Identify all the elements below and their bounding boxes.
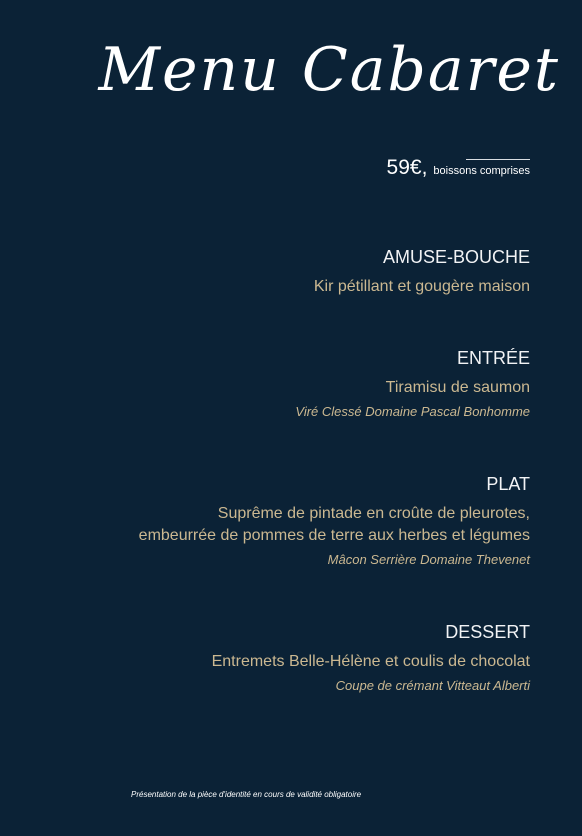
- section-dessert: [212, 621, 530, 695]
- section-heading: ENTRÉE: [456, 348, 530, 368]
- section-amuse-bouche: [314, 246, 530, 298]
- menu-price: 59€,: [386, 156, 428, 179]
- section-plat: [139, 473, 530, 569]
- wine-pairing: Viré Clessé Domaine Pascal Bonhomme: [295, 404, 530, 419]
- dish-line: Kir pétillant et gougère maison: [313, 278, 530, 295]
- id-requirement-note: Présentation de la pièce d'identité en cours de validité obligatoire: [131, 790, 362, 799]
- section-heading: DESSERT: [445, 622, 530, 642]
- section-entree: [295, 347, 530, 421]
- dish-line: embeurrée de pommes de terre aux herbes et légumes: [138, 527, 530, 544]
- dish-line: Entremets Belle-Hélène et coulis de chocolat: [211, 653, 530, 670]
- dish-line: Suprême de pintade en croûte de pleurotes,: [217, 505, 530, 522]
- wine-pairing: Mâcon Serrière Domaine Thevenet: [327, 552, 530, 567]
- menu-title: Menu Cabaret: [98, 35, 560, 105]
- section-heading: PLAT: [486, 474, 530, 494]
- price-line: [387, 156, 530, 180]
- dish-line: Tiramisu de saumon: [385, 379, 530, 396]
- wine-pairing: Coupe de crémant Vitteaut Alberti: [335, 678, 530, 693]
- section-heading: AMUSE-BOUCHE: [382, 247, 530, 267]
- price-note: boissons comprises: [433, 165, 530, 177]
